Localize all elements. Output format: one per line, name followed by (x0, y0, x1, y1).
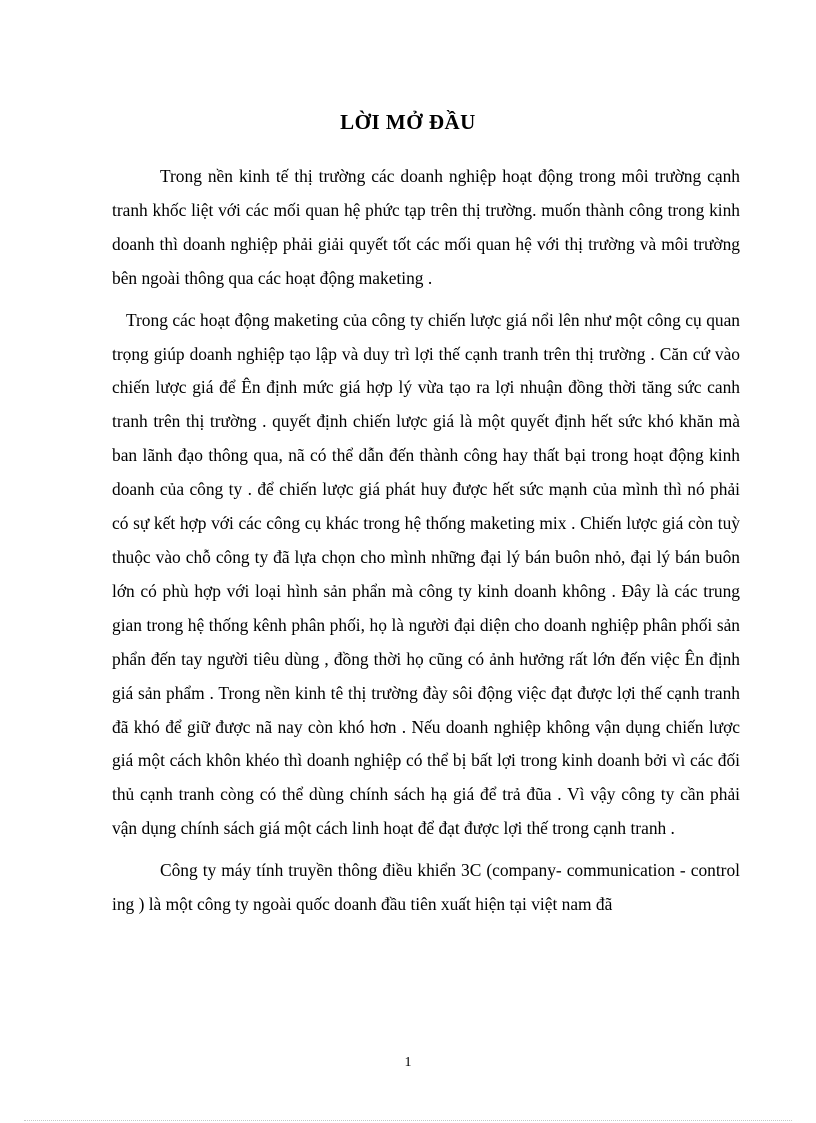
page-title: LỜI MỞ ĐẦU (340, 110, 476, 134)
page-number: 1 (404, 1055, 412, 1070)
paragraph-2: Trong các hoạt động maketing của công ty chiến lược giá nổi lên như một công cụ quan trọng giúp doanh nghiệp tạo lập và duy trì lợi thế cạnh tranh trên thị trường . Căn cứ vào chiến lược giá để Ên định mức giá hợp lý vừa tạo ra lợi nhuận đồng thời tăng sức canh tranh trên thị trường . quyết định chiến lược giá là một quyết định hết sức khó khăn mà ban lãnh đạo thông qua, nã có thể dẫn đến thành công hay thất bại trong hoạt động kinh doanh của công ty . để chiến lược giá phát huy được hết sức mạnh của mình thì nó phải có sự kết hợp với các công cụ khác trong hệ thống maketing mix . Chiến lược giá còn tuỳ thuộc vào chỗ công ty đã lựa chọn cho mình những đại lý bán buôn nhỏ, đại lý bán buôn lớn có phù hợp với loại hình sản phẩn mà công ty kinh doanh không . Đây là các trung gian trong hệ thống kênh phân phối, họ là người đại diện cho doanh nghiệp phân phối sản phẩn đến tay người tiêu dùng , đồng thời họ cũng có ảnh hưởng rất lớn đến việc Ên định giá sản phẩm . Trong nền kinh tê thị trường đày sôi động việc đạt được lợi thế cạnh tranh đã khó để giữ được nã nay còn khó hơn . Nếu doanh nghiệp không vận dụng chiến lược giá một cách khôn khéo thì doanh nghiệp có thể bị bất lợi trong kinh doanh bởi vì các đối thủ cạnh tranh còng có thể dùng chính sách hạ giá để trả đũa . Vì vậy công ty cần phải vận dụng chính sách giá một cách linh hoạt để đạt được lợi thế trong cạnh tranh . (112, 309, 740, 839)
paragraph-1: Trong nền kinh tế thị trường các doanh nghiệp hoạt động trong môi trường cạnh tranh khốc liệt với các mối quan hệ phức tạp trên thị trường. muốn thành công trong kinh doanh thì doanh nghiệp phải giải quyết tốt các mối quan hệ với thị trường và môi trường bên ngoài thông qua các hoạt động maketing . (112, 166, 740, 288)
page-bottom-divider (24, 1120, 792, 1121)
body-text (112, 160, 740, 922)
paragraph-3: Công ty máy tính truyền thông điều khiển 3C (company- communication - control ing ) là một công ty ngoài quốc doanh đầu tiên xuất hiện tại việt nam đã (112, 860, 740, 915)
